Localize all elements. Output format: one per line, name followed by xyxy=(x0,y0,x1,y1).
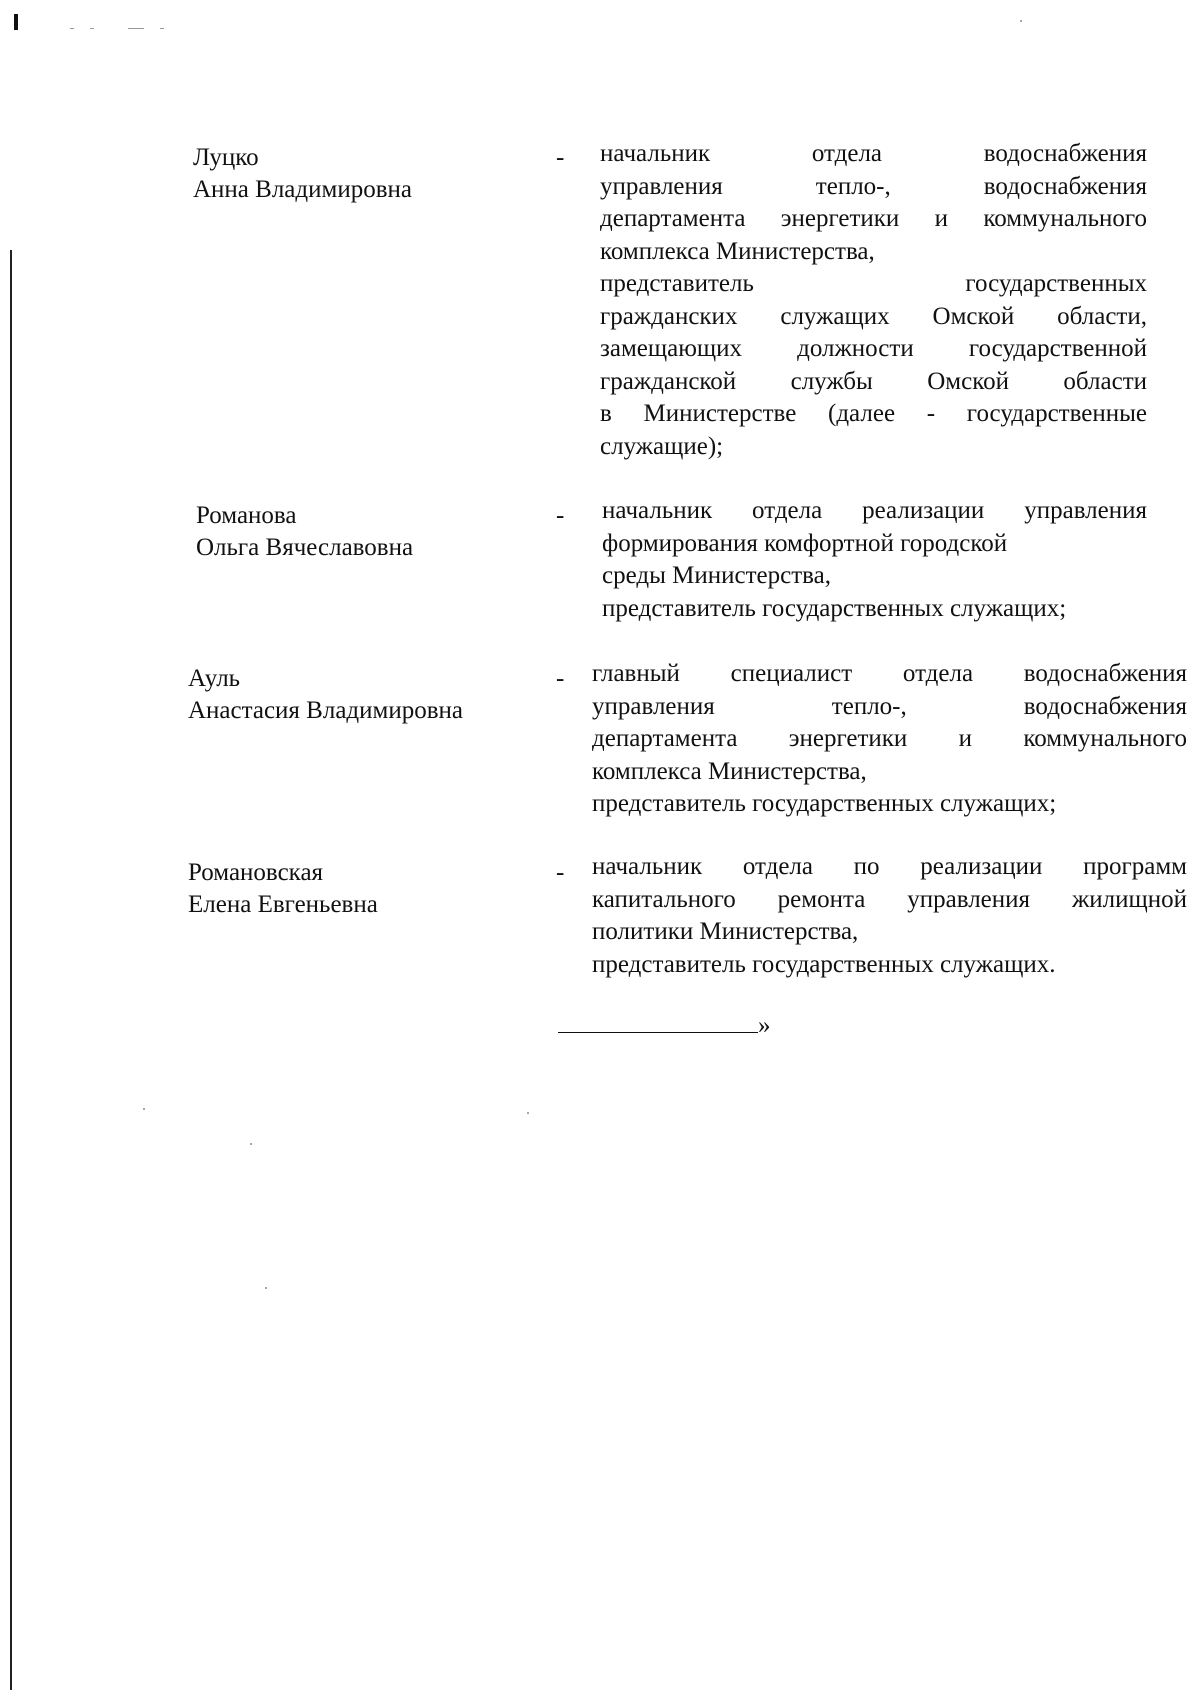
member-surname: Ауль xyxy=(188,665,241,692)
scan-dash xyxy=(90,28,94,29)
description-line: формирования комфортной городской xyxy=(602,529,1008,557)
description-line: начальник отдела реализации управления xyxy=(602,497,1147,524)
member-given-names: Ольга Вячеславовна xyxy=(196,534,414,561)
member-name xyxy=(196,500,536,564)
scan-speck xyxy=(250,1143,252,1145)
member-description xyxy=(600,138,1147,463)
description-line: представитель государственных xyxy=(600,270,1147,297)
scan-dash xyxy=(70,28,74,29)
closing-rule xyxy=(558,1012,758,1033)
scan-speck xyxy=(1020,20,1022,22)
scan-speck xyxy=(527,1112,529,1114)
description-line: начальник отдела водоснабжения xyxy=(600,140,1147,167)
member-description xyxy=(602,495,1147,625)
description-line: гражданской службы Омской области xyxy=(600,367,1147,395)
closing-line xyxy=(558,1010,771,1042)
scan-speck xyxy=(265,1287,267,1289)
description-line: служащие); xyxy=(600,432,724,460)
member-name xyxy=(188,857,528,921)
closing-quote-mark: » xyxy=(758,1012,771,1039)
description-line: гражданских служащих Омской области, xyxy=(600,302,1147,330)
member-given-names: Елена Евгеньевна xyxy=(188,891,378,918)
description-line: представитель государственных служащих. xyxy=(592,950,1056,978)
scan-speck xyxy=(143,1108,145,1110)
scan-dash xyxy=(160,28,164,29)
member-given-names: Анна Владимировна xyxy=(193,176,412,203)
description-line: в Министерстве (далее - государственные xyxy=(600,400,1147,427)
description-line: представитель государственных служащих; xyxy=(602,594,1067,622)
description-line: среды Министерства, xyxy=(602,562,831,589)
description-line: замещающих должности государственной xyxy=(600,335,1147,362)
description-line: департамента энергетики и коммунального xyxy=(600,205,1147,232)
scan-left-edge xyxy=(10,250,12,1690)
description-line: политики Министерства, xyxy=(592,918,859,945)
member-surname: Романовская xyxy=(188,859,324,886)
description-line: начальник отдела по реализации программ xyxy=(592,853,1187,880)
member-dash: - xyxy=(556,859,565,886)
member-dash: - xyxy=(556,665,565,692)
member-description xyxy=(592,851,1187,981)
member-surname: Луцко xyxy=(193,144,259,171)
member-description xyxy=(592,658,1187,821)
member-name xyxy=(193,142,533,206)
description-line: капитального ремонта управления жилищной xyxy=(592,885,1187,913)
description-line: главный специалист отдела водоснабжения xyxy=(592,660,1187,687)
scan-corner-mark xyxy=(14,14,18,30)
description-line: комплекса Министерства, xyxy=(592,757,867,785)
member-surname: Романова xyxy=(196,502,297,529)
description-line: департамента энергетики и коммунального xyxy=(592,725,1187,752)
scan-dash xyxy=(128,28,144,29)
member-name xyxy=(188,663,528,727)
description-line: комплекса Министерства, xyxy=(600,237,875,265)
member-given-names: Анастасия Владимировна xyxy=(188,697,463,724)
member-dash: - xyxy=(556,502,565,529)
description-line: управления тепло-, водоснабжения xyxy=(592,692,1187,720)
description-line: управления тепло-, водоснабжения xyxy=(600,172,1147,200)
description-line: представитель государственных служащих; xyxy=(592,790,1057,817)
member-dash: - xyxy=(556,144,565,171)
